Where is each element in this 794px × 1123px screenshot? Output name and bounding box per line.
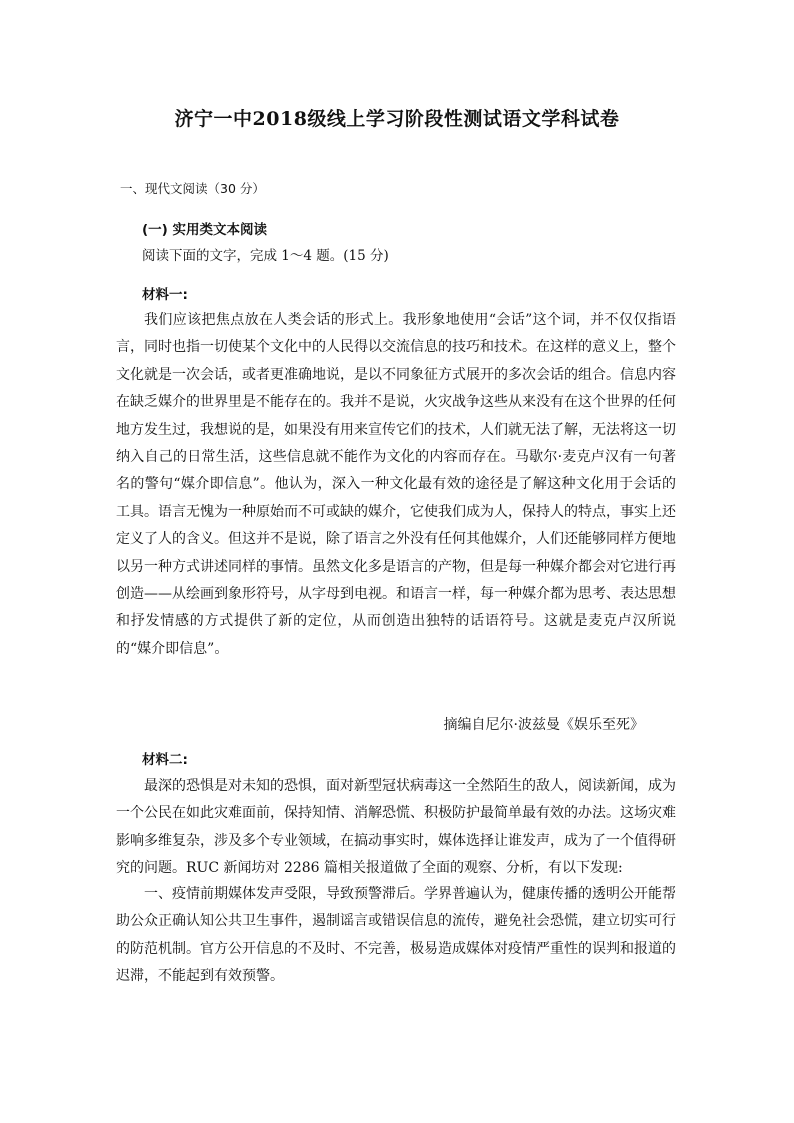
material2-paragraph-2: 一、疫情前期媒体发声受限，导致预警滞后。学界普遍认为，健康传播的透明公开能帮助公众正确认知公共卫生事件，遏制谣言或错误信息的流传，避免社会恐慌，建立切实可行的防范机制。官方公开信息的不及时、不完善，极易造成媒体对疫情严重性的误判和报道的迟滞，不能起到有效预警。 [116,886,676,985]
material1-source: 摘编自尼尔·波兹曼《娱乐至死》 [443,717,644,733]
material2-label: 材料二: [142,752,188,768]
section-heading: 一、现代文阅读（30 分） [120,181,265,196]
material1-paragraph: 我们应该把焦点放在人类会话的形式上。我形象地使用“会话”这个词，并不仅仅指语言，同时也指一切使某个文化中的人民得以交流信息的技巧和技术。在这样的意义上，整个文化就是一次会话，或者更准确地说，是以不同象征方式展开的多次会话的组合。信息内容在缺乏媒介的世界里是不能存在的。我并不是说，火灾战争这些从来没有在这个世界的任何地方发生过，我想说的是，如果没有用来宣传它们的技术，人们就无法了解，无法将这一切纳入自己的日常生活，这些信息就不能作为文化的内容而存在。马歇尔·麦克卢汉有一句著名的警句“媒介即信息”。他认为，深入一种文化最有效的途径是了解这种文化用于会话的工具。语言无愧为一种原始而不可或缺的媒介，它使我们成为人，保持人的特点，事实上还定义了人的含义。但这并不是说，除了语言之外没有任何其他媒介，人们还能够同样方便地以另一种方式讲述同样的事情。虽然文化多是语言的产物，但是每一种媒介都会对它进行再创造——从绘画到象形符号，从字母到电视。和语言一样，每一种媒介都为思考、表达思想和抒发情感的方式提供了新的定位，从而创造出独特的话语符号。这就是麦克卢汉所说的“媒介即信息”。 [116,312,676,657]
subsection-heading: (一) 实用类文本阅读 [142,222,268,238]
reading-instruction: 阅读下面的文字，完成 1～4 题。(15 分) [142,248,389,264]
document-title: 济宁一中2018级线上学习阶段性测试语文学科试卷 [174,108,620,130]
material1-label: 材料一: [142,287,188,303]
material2-paragraph-1: 最深的恐惧是对未知的恐惧，面对新型冠状病毒这一全然陌生的敌人，阅读新闻，成为一个公民在如此灾难面前，保持知情、消解恐慌、积极防护最简单最有效的办法。这场灾难影响多维复杂，涉及多个专业领域，在搞动事实时，媒体选择让谁发声，成为了一个值得研究的问题。RUC 新闻坊对 2286 篇相关报道做了全面的观察、分析，有以下发现: [116,778,676,877]
